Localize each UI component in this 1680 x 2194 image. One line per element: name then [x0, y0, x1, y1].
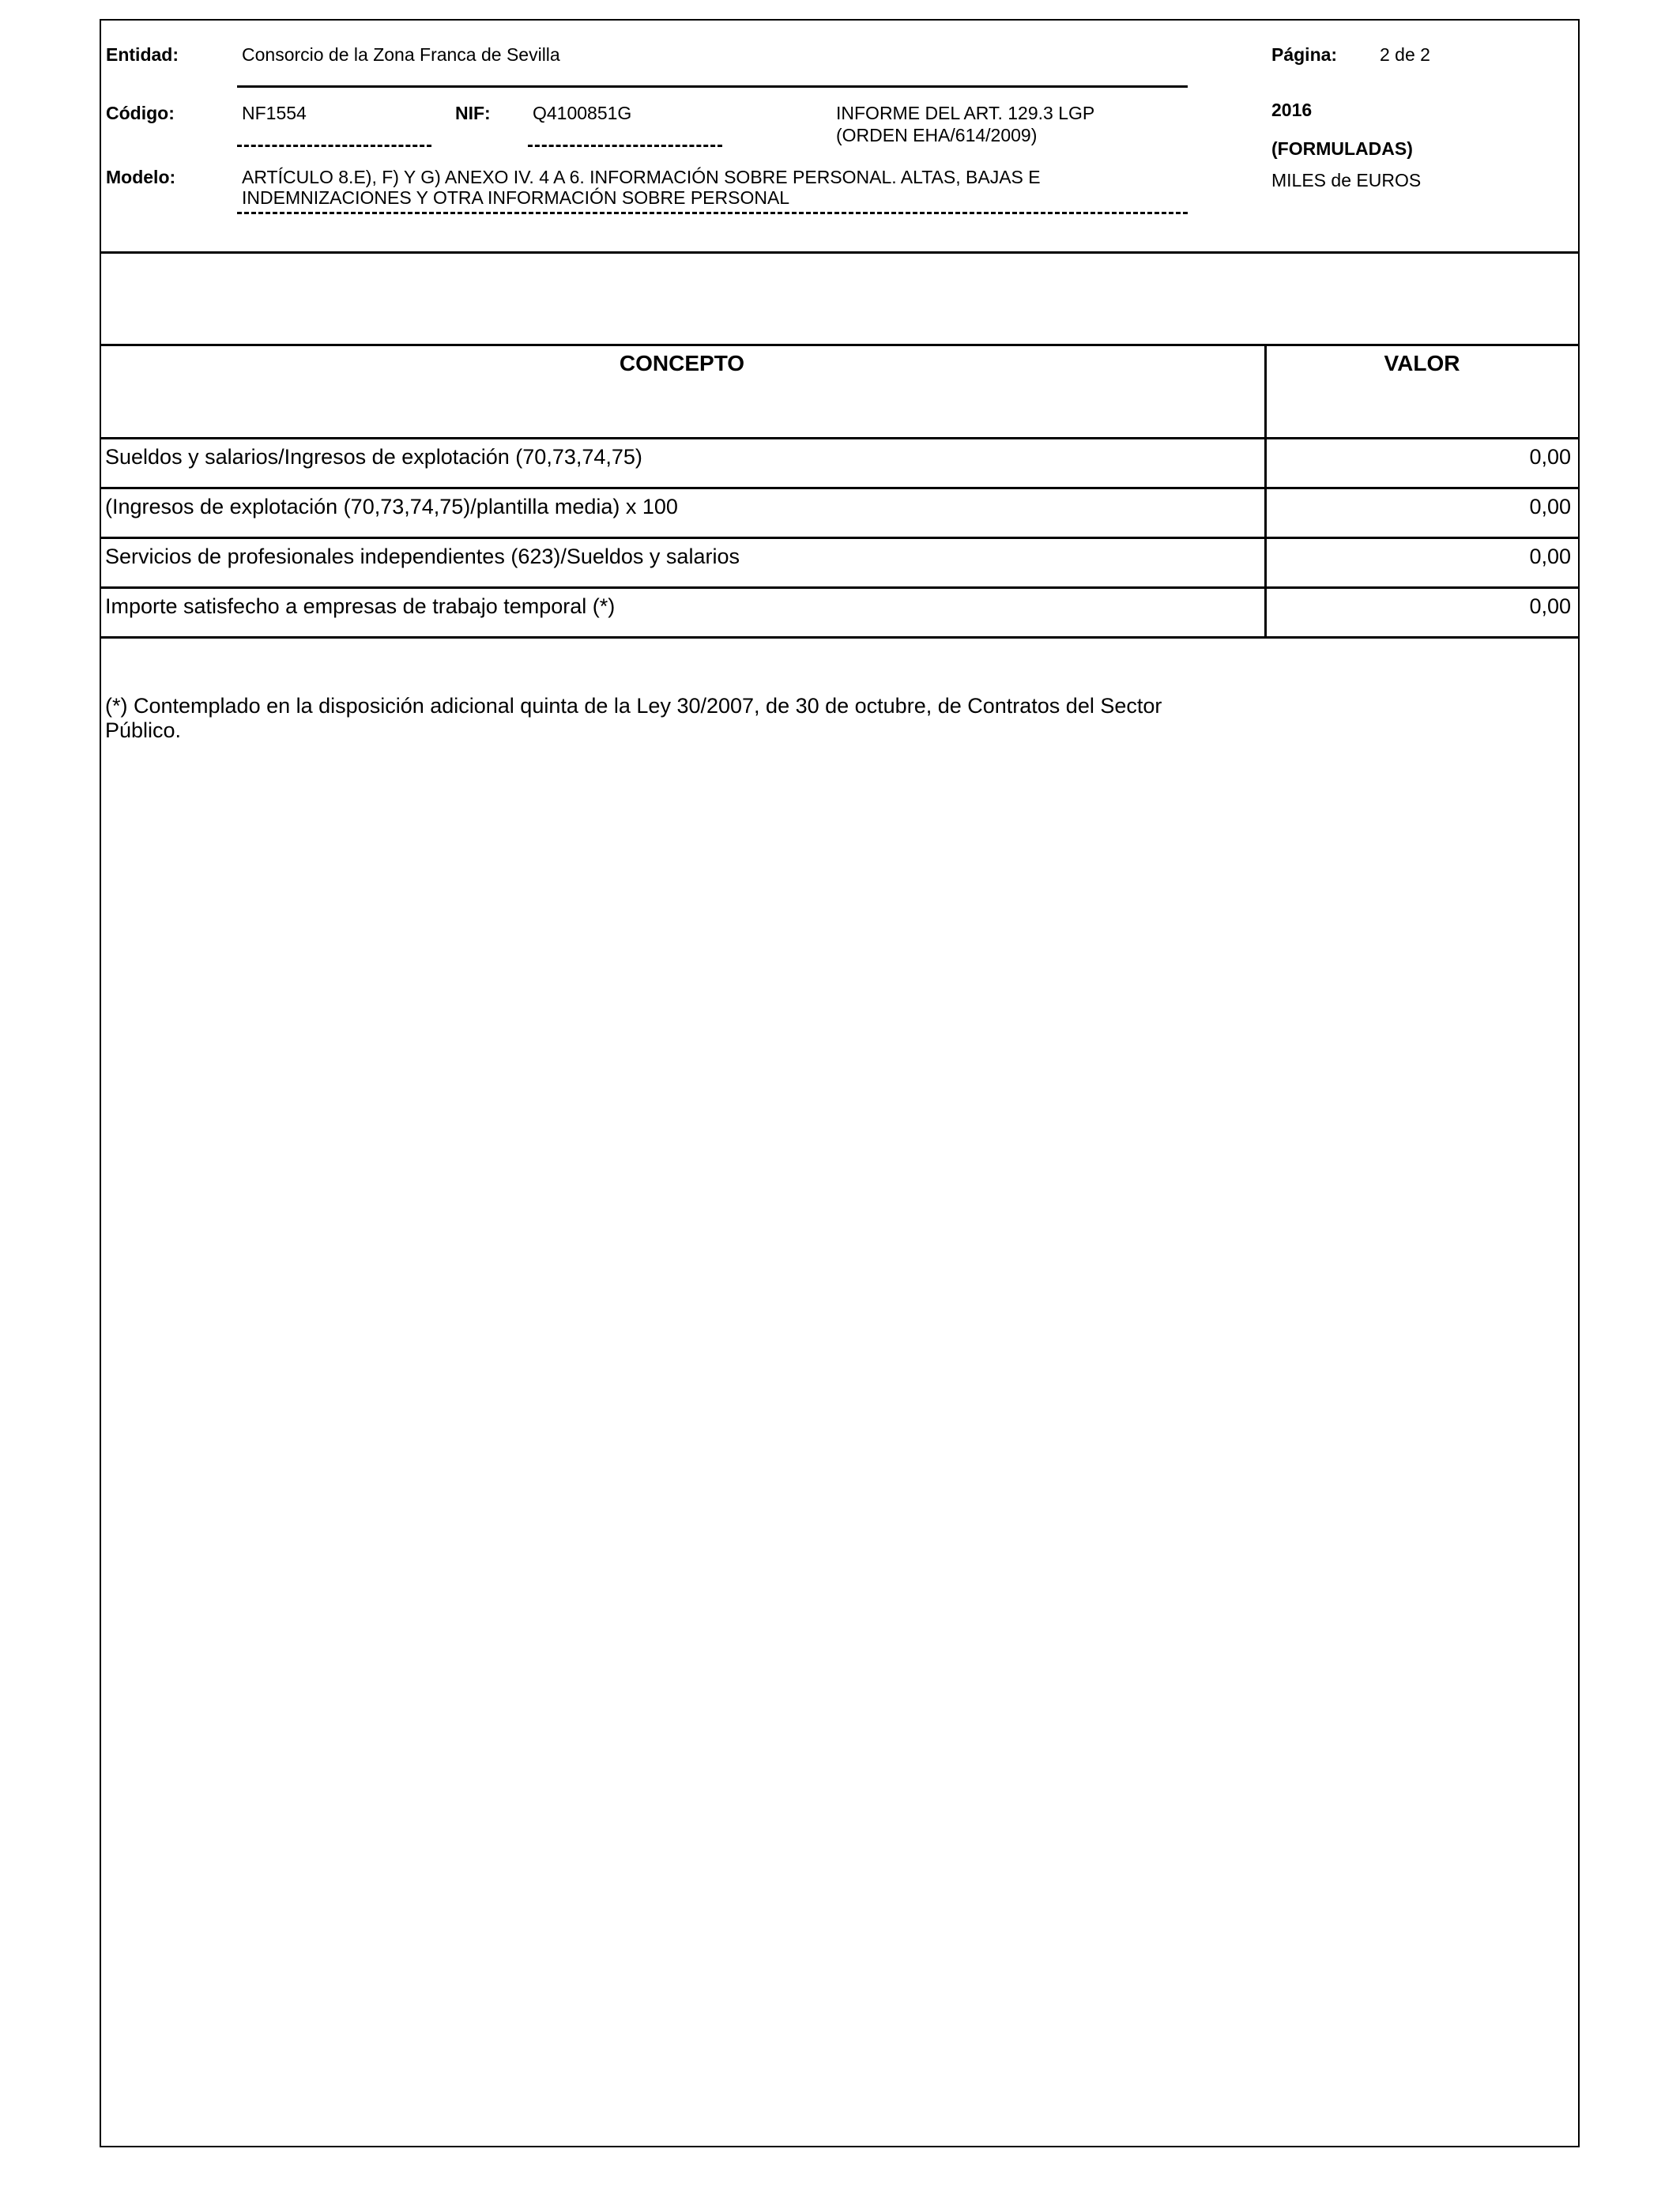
page-frame	[100, 19, 1580, 2147]
entidad-underline	[237, 85, 1188, 88]
informe-line1: INFORME DEL ART. 129.3 LGP	[836, 103, 1095, 123]
modelo-underline	[237, 212, 1188, 214]
modelo-line2: INDEMNIZACIONES Y OTRA INFORMACIÓN SOBRE PERSONAL	[242, 187, 790, 208]
table-row-4-concepto: Importe satisfecho a empresas de trabajo temporal (*)	[105, 594, 616, 618]
footnote-line2: Público.	[105, 718, 182, 742]
table-top-border	[100, 344, 1580, 346]
nif-value: Q4100851G	[533, 103, 632, 123]
row-1-bottom	[100, 487, 1580, 489]
table-row-1-valor: 0,00	[1529, 445, 1571, 469]
pagina-value: 2 de 2	[1380, 44, 1430, 65]
entidad-label: Entidad:	[106, 44, 179, 65]
footnote	[105, 694, 1290, 743]
formuladas: (FORMULADAS)	[1271, 138, 1413, 159]
codigo-value: NF1554	[242, 103, 307, 123]
table-header-bottom	[100, 437, 1580, 439]
codigo-label: Código:	[106, 103, 175, 123]
column-header-valor: VALOR	[1384, 351, 1460, 375]
table-row-2-valor: 0,00	[1529, 495, 1571, 518]
codigo-underline	[237, 145, 431, 147]
row-3-bottom	[100, 586, 1580, 589]
row-2-bottom	[100, 537, 1580, 539]
year: 2016	[1271, 100, 1313, 120]
table-row-2-concepto: (Ingresos de explotación (70,73,74,75)/plantilla media) x 100	[105, 495, 678, 518]
table-row-3-valor: 0,00	[1529, 545, 1571, 568]
entidad-value: Consorcio de la Zona Franca de Sevilla	[242, 44, 560, 65]
table-bottom-border	[100, 636, 1580, 639]
pagina-label: Página:	[1271, 44, 1338, 65]
footnote-line1: (*) Contemplado en la disposición adicional quinta de la Ley 30/2007, de 30 de octubre, de Contratos del Sector	[105, 694, 1162, 718]
table-row-4-valor: 0,00	[1529, 594, 1571, 618]
informe-line2: (ORDEN EHA/614/2009)	[836, 125, 1038, 145]
table-row-1-concepto: Sueldos y salarios/Ingresos de explotación (70,73,74,75)	[105, 445, 642, 469]
header-separator	[100, 251, 1580, 254]
table-row-3-concepto: Servicios de profesionales independientes (623)/Sueldos y salarios	[105, 545, 740, 568]
nif-label: NIF:	[455, 103, 491, 123]
modelo-label: Modelo:	[106, 167, 176, 187]
column-header-concepto: CONCEPTO	[619, 351, 745, 375]
nif-underline	[528, 145, 722, 147]
units-label: MILES de EUROS	[1271, 170, 1422, 190]
modelo-line1: ARTÍCULO 8.E), F) Y G) ANEXO IV. 4 A 6. INFORMACIÓN SOBRE PERSONAL. ALTAS, BAJAS E	[242, 167, 1041, 187]
